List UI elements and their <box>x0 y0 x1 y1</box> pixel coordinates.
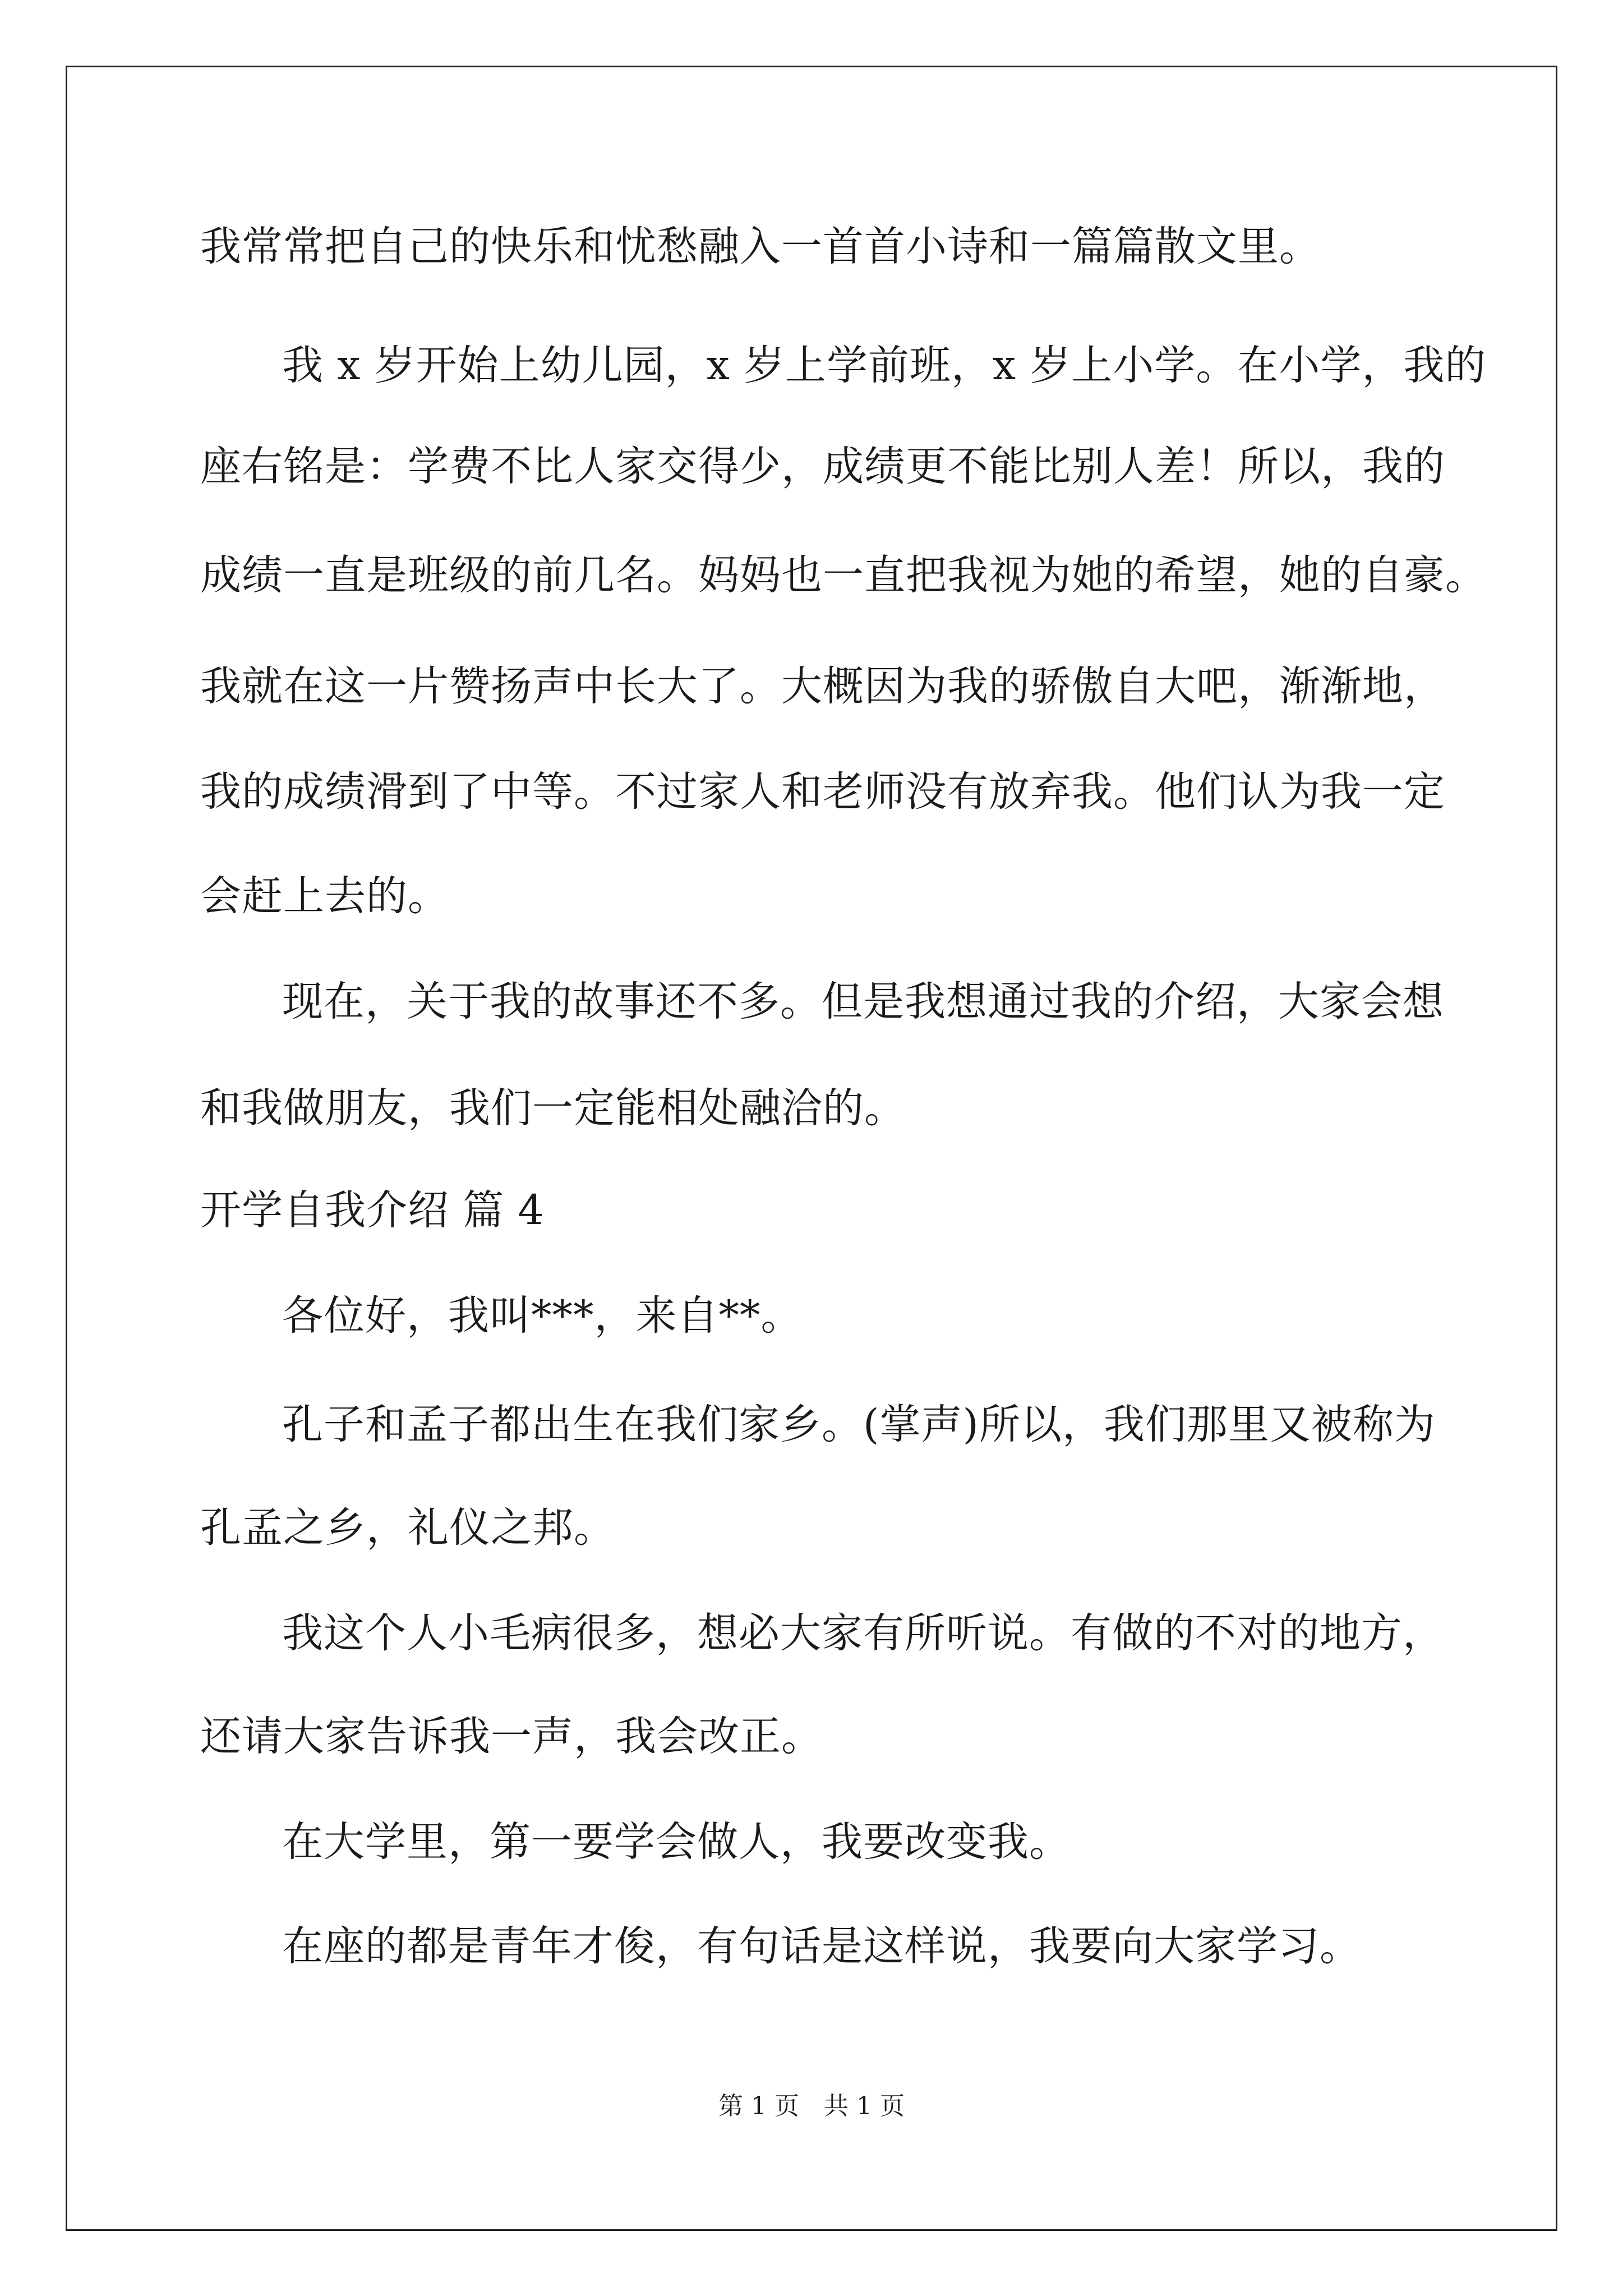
text-line: 还请大家告诉我一声，我会改正。 <box>200 1713 823 1760</box>
text-line: 我常常把自己的快乐和忧愁融入一首首小诗和一篇篇散文里。 <box>200 223 1321 270</box>
paragraph-line: 在大学里，第一要学会做人，我要改变我。 <box>282 1818 1071 1866</box>
text-line: 孔孟之乡，礼仪之邦。 <box>200 1504 615 1552</box>
page-number-footer: 第 1 页 共 1 页 <box>718 2092 905 2120</box>
text-line: 会赶上去的。 <box>200 872 449 920</box>
text-line: 我就在这一片赞扬声中长大了。大概因为我的骄傲自大吧，渐渐地， <box>200 662 1445 710</box>
text-line: 和我做朋友，我们一定能相处融洽的。 <box>200 1084 906 1132</box>
paragraph-line: 各位好，我叫***，来自**。 <box>282 1292 803 1340</box>
paragraph-line: 孔子和孟子都出生在我们家乡。(掌声)所以，我们那里又被称为 <box>282 1401 1436 1448</box>
paragraph-line: 现在，关于我的故事还不多。但是我想通过我的介绍，大家会想 <box>282 978 1444 1025</box>
text-line: 我的成绩滑到了中等。不过家人和老师没有放弃我。他们认为我一定 <box>200 768 1445 816</box>
paragraph-line: 我 x 岁开始上幼儿园，x 岁上学前班，x 岁上小学。在小学，我的 <box>282 342 1487 389</box>
text-line: 成绩一直是班级的前几名。妈妈也一直把我视为她的希望，她的自豪。 <box>200 551 1487 599</box>
section-heading: 开学自我介绍 篇 4 <box>200 1186 545 1234</box>
paragraph-line: 我这个人小毛病很多，想必大家有所听说。有做的不对的地方， <box>282 1609 1444 1657</box>
text-line: 座右铭是：学费不比人家交得少，成绩更不能比别人差！所以，我的 <box>200 443 1445 490</box>
paragraph-line: 在座的都是青年才俊，有句话是这样说，我要向大家学习。 <box>282 1922 1361 1970</box>
